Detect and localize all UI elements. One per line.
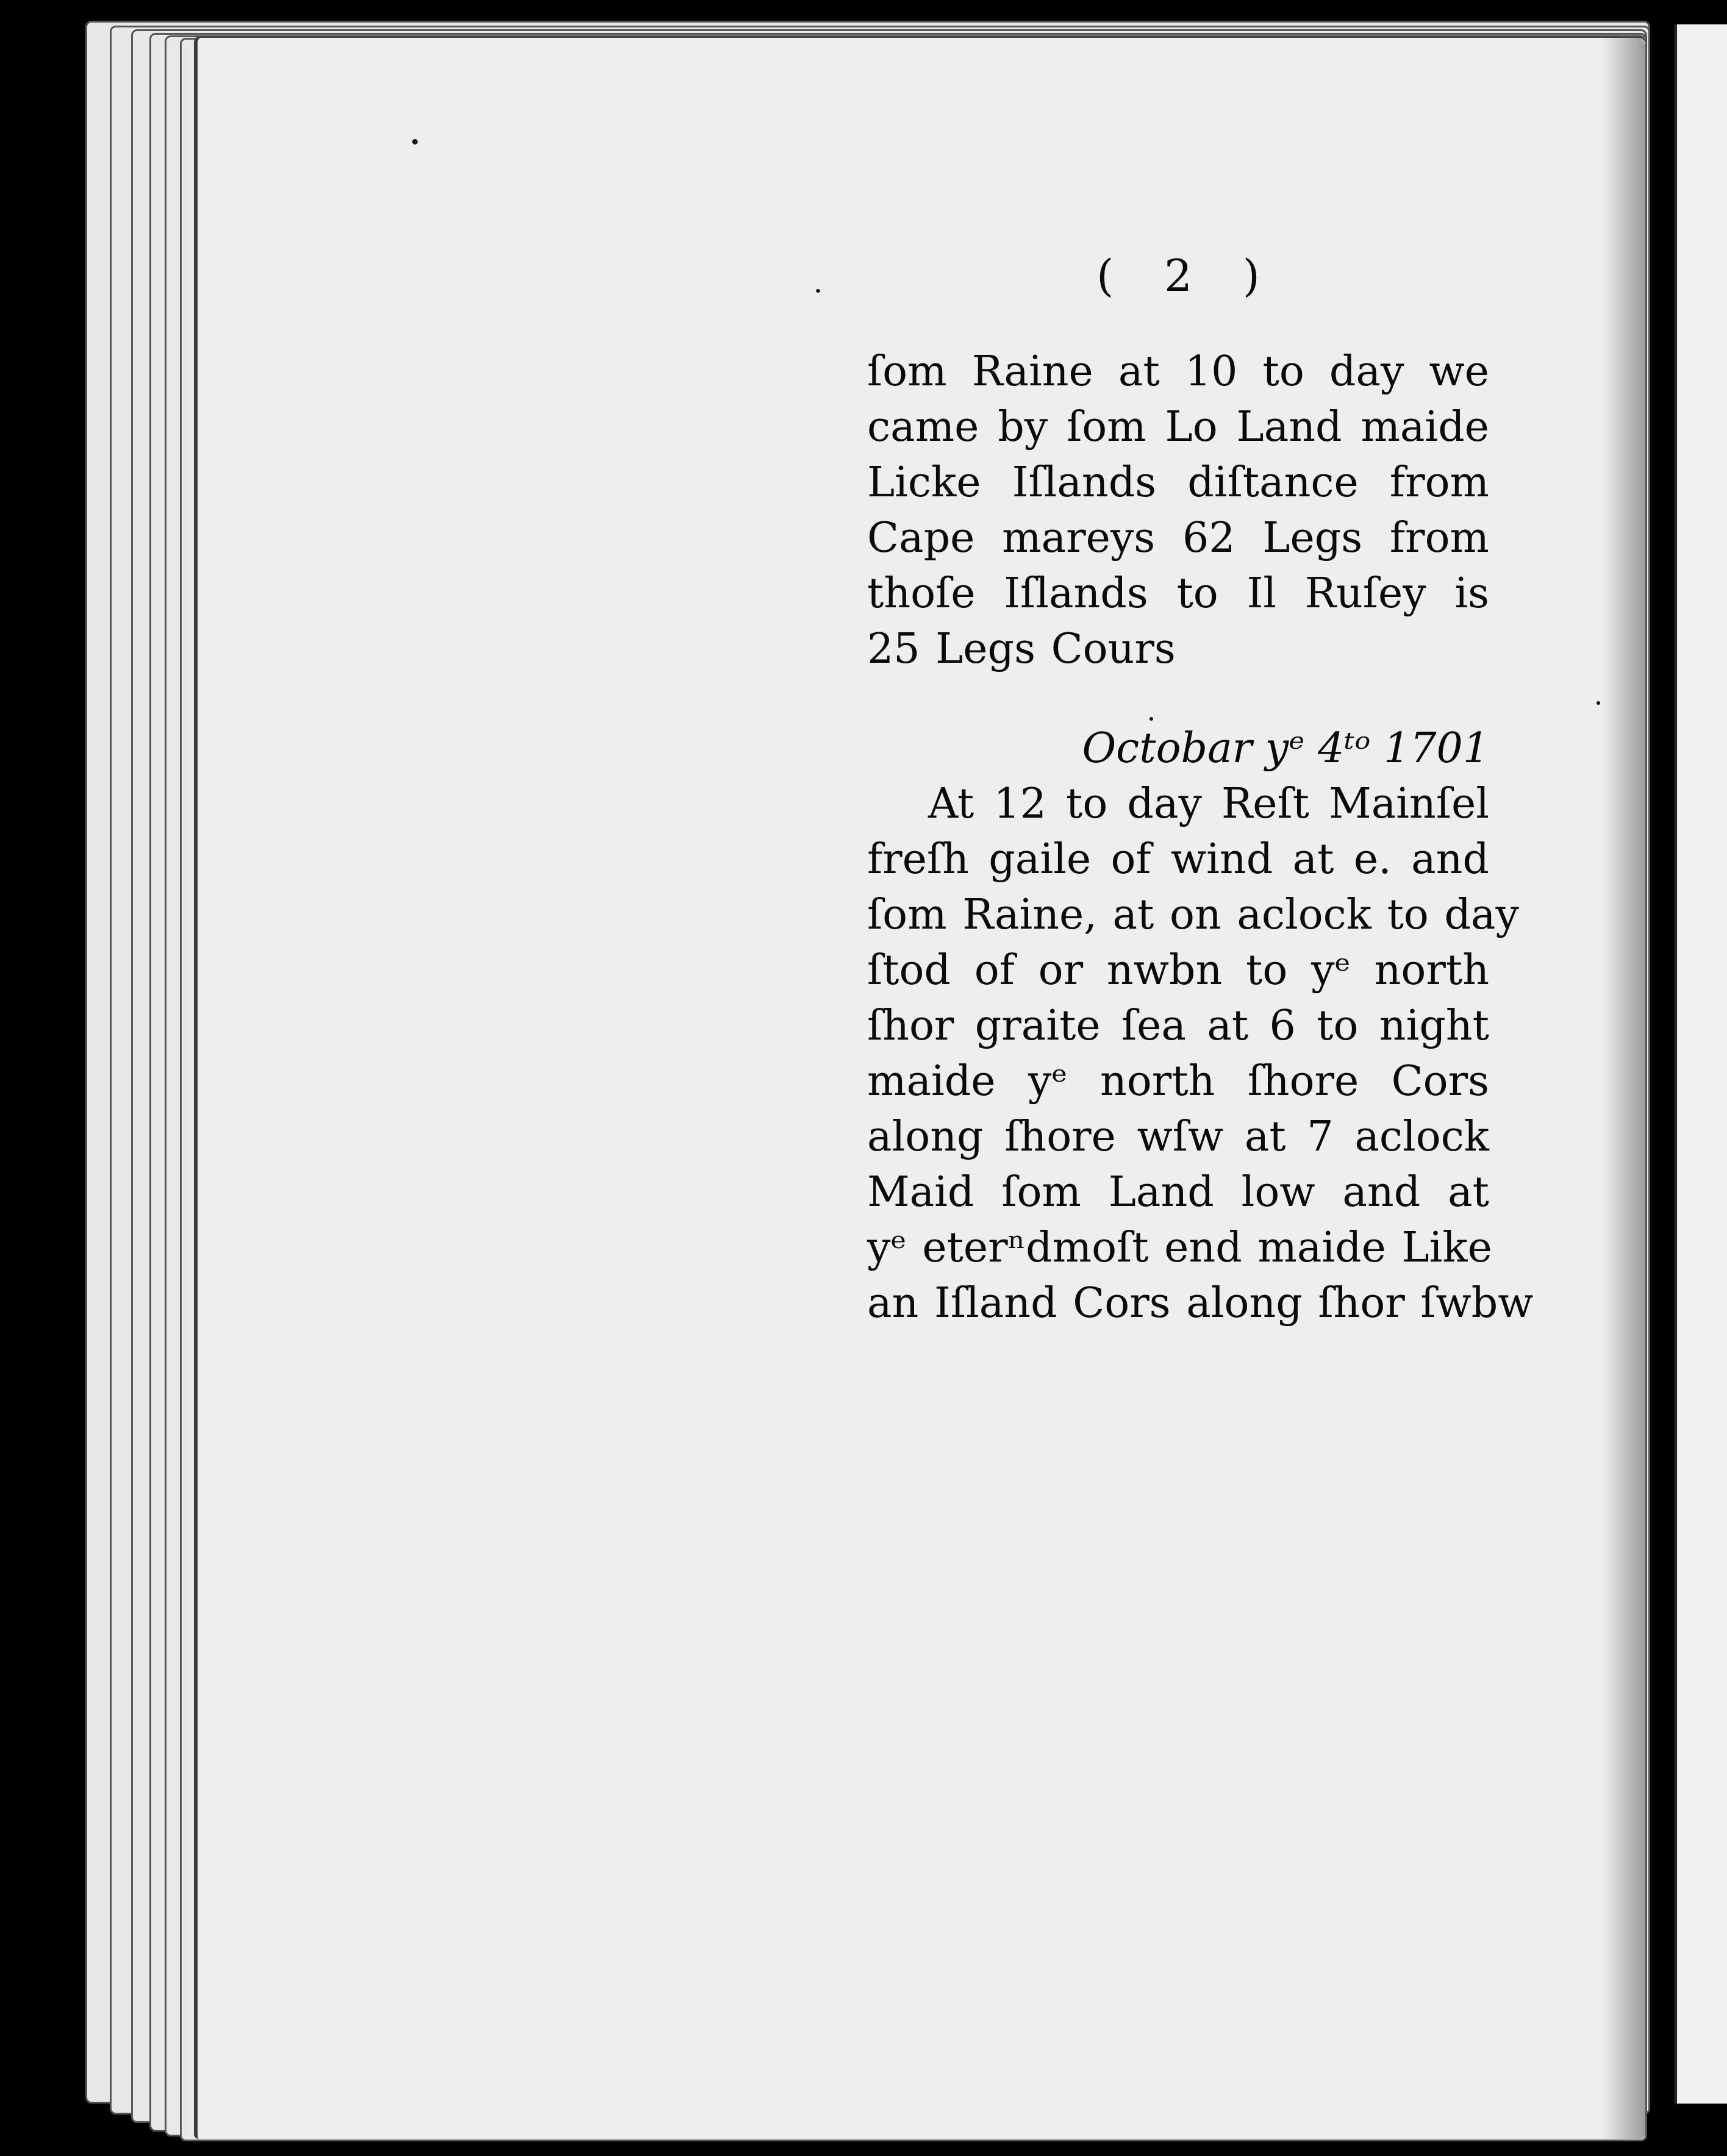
text-line: ſhor graite ſea at 6 to night [867, 1002, 1489, 1050]
text-line: maide yᵉ north ſhore Cors [867, 1057, 1489, 1105]
text-line: Cape mareys 62 Legs from [867, 514, 1489, 562]
text-line: 25 Legs Cours [867, 625, 1176, 673]
page-number: ( 2 ) [1096, 250, 1278, 301]
text-line: Maid ſom Land low and at [867, 1168, 1489, 1216]
paragraph-2 [867, 776, 1534, 1331]
text-line: freſh gaile of wind at e. and [867, 835, 1489, 883]
scan-speck [816, 289, 820, 293]
text-line: ſtod of or nwbn to yᵉ north [867, 946, 1489, 994]
date-heading: Octobar yᵉ 4ᵗᵒ 1701 [1082, 724, 1489, 773]
scan-speck [412, 139, 418, 145]
facing-page-strip [1674, 24, 1727, 2104]
text-line: Licke Iſlands diſtance from [867, 459, 1489, 507]
text-line: ſom Raine at 10 to day we [867, 348, 1489, 396]
text-line: At 12 to day Reſt Mainſel [928, 780, 1489, 828]
text-block [867, 250, 1534, 1331]
scan-speck [1596, 701, 1600, 705]
paragraph-1 [867, 344, 1489, 677]
text-line: yᵉ eterⁿdmoſt end maide Like [867, 1224, 1492, 1272]
text-line: thoſe Iſlands to Il Ruſey is [867, 569, 1489, 618]
text-line: came by ſom Lo Land maide [867, 403, 1489, 451]
text-line: an Iſland Cors along ſhor ſwbw [867, 1279, 1534, 1327]
text-line: along ſhore wſw at 7 aclock [867, 1113, 1489, 1161]
text-line: ſom Raine, at on aclock to day [867, 891, 1519, 939]
spine-shadow [1603, 38, 1645, 2139]
